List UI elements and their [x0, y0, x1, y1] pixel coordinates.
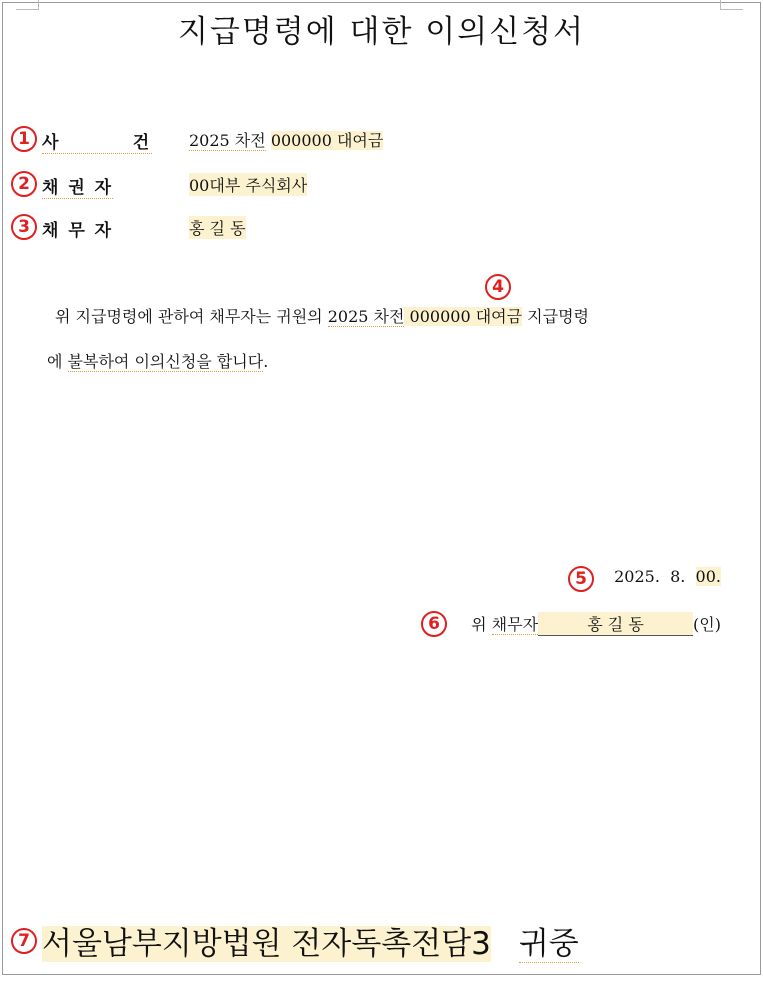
filing-date: 2025. 8. 00.	[614, 567, 721, 586]
date-day: 00.	[695, 567, 721, 586]
court-suffix: 귀중	[518, 926, 579, 962]
body-line-2: 에 불복하여 이의신청을 합니다.	[47, 352, 269, 371]
debtor-value: 홍 길 동	[189, 216, 246, 239]
case-prefix: 2025 차전	[189, 131, 266, 150]
case-label: 사 건	[42, 128, 152, 154]
marker-4: 4	[485, 274, 511, 300]
court-addressee	[42, 918, 579, 963]
marker-6: 6	[421, 611, 447, 637]
body-line-1: 위 지급명령에 관하여 채무자는 귀원의 2025 차전 000000 대여금 지급명령	[55, 307, 589, 326]
marker-5: 5	[568, 566, 594, 592]
objection-phrase: 불복하여 이의신청을 합니다	[67, 352, 264, 371]
signature-line: 위 채무자 홍 길 동 (인)	[471, 612, 721, 636]
body-case-number: 000000 대여금	[404, 307, 523, 326]
creditor-label: 채 권 자	[42, 173, 113, 199]
court-name: 서울남부지방법원 전자독촉전담3	[42, 926, 491, 962]
seal-mark: (인)	[693, 615, 721, 634]
case-value	[189, 128, 383, 151]
signer-name: 홍 길 동	[538, 612, 693, 636]
body-case-prefix: 2025 차전	[327, 307, 405, 326]
debtor-label: 채 무 자	[42, 221, 114, 241]
marker-3: 3	[11, 214, 37, 240]
signer-role: 채무자	[491, 615, 539, 634]
document-title: 지급명령에 대한 이의신청서	[177, 14, 586, 50]
marker-2: 2	[11, 171, 37, 197]
marker-7: 7	[11, 928, 37, 954]
marker-1: 1	[11, 126, 37, 152]
creditor-value: 00대부 주식회사	[189, 173, 307, 196]
case-number: 000000 대여금	[270, 131, 384, 150]
